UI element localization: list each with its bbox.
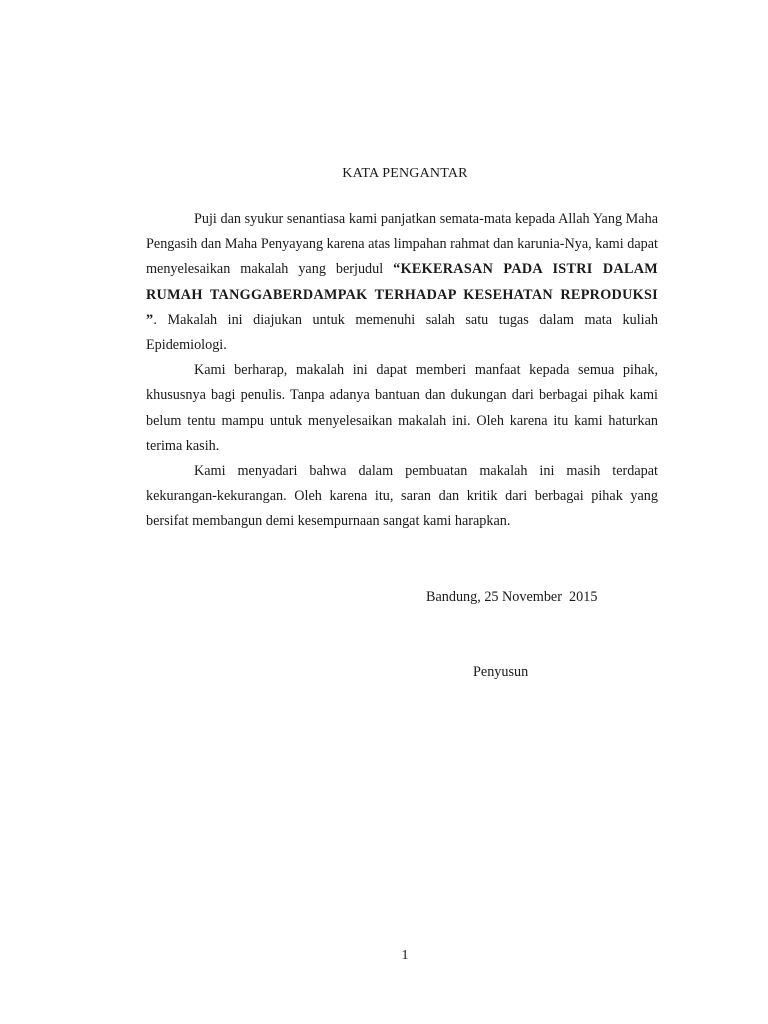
paragraph-1: [146, 207, 658, 358]
document-body: [146, 207, 658, 535]
paper-title: “KEKERASAN PADA ISTRI DALAM RUMAH TANGGABERDAMPAK TERHADAP KESEHATAN REPRODUKSI ”: [146, 261, 658, 328]
page-number: 1: [401, 948, 409, 963]
paragraph-3: Kami menyadari bahwa dalam pembuatan makalah ini masih terdapat kekurangan-kekurangan. Oleh karena itu, saran dan kritik dari berbagai pihak yang bersifat membangun demi kesempurnaan sangat kami harapkan.: [146, 463, 658, 530]
place-and-date: Bandung, 25 November 2015: [426, 589, 598, 605]
page-title: KATA PENGANTAR: [342, 166, 468, 181]
signature-label: Penyusun: [473, 664, 529, 680]
paragraph-1-intro: Puji dan syukur senantiasa kami panjatkan semata-mata kepada Allah Yang Maha Pengasih dan Maha Penyayang karena atas limpahan rahmat dan karunia-Nya, kami dapat menyelesaikan makalah yang berjudul: [146, 211, 658, 278]
paragraph-1-outro: . Makalah ini diajukan untuk memenuhi salah satu tugas dalam mata kuliah Epidemiologi.: [146, 311, 658, 354]
paragraph-2: Kami berharap, makalah ini dapat memberi manfaat kepada semua pihak, khususnya bagi penulis. Tanpa adanya bantuan dan dukungan dari berbagai pihak kami belum tentu mampu untuk menyelesaikan makalah ini. Oleh karena itu kami haturkan terima kasih.: [146, 362, 658, 454]
